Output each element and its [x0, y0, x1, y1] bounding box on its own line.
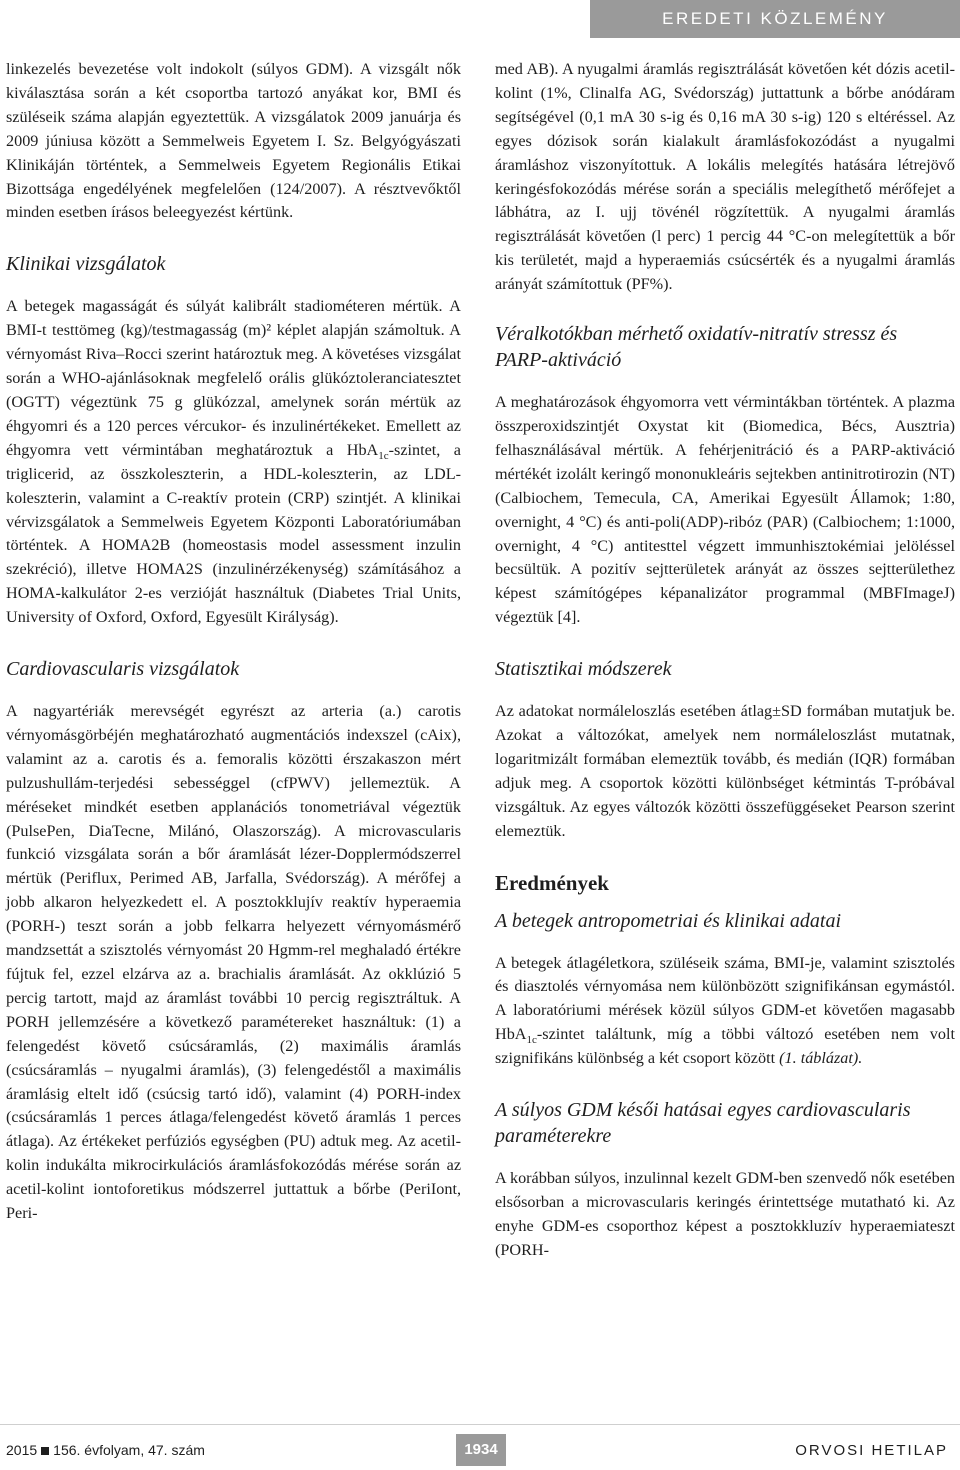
journal-name: ORVOSI HETILAP [795, 1442, 948, 1459]
paragraph-late-effects: A korábban súlyos, inzulinnal kezelt GDM-ben szenvedő nők esetében elsősorban a microvascularis keringés érintettsége mutatható ki. Az enyhe GDM-es csoporthoz képest a posztokkluzív hyperaemiateszt (PORH- [495, 1169, 955, 1259]
section-heading-cardiovascular: Cardiovascularis vizsgálatok [6, 658, 240, 681]
footer-divider [0, 1424, 960, 1425]
footer-year: 2015 [6, 1442, 38, 1458]
section-heading-results: Eredmények [495, 870, 609, 895]
left-column [6, 58, 461, 1226]
paragraph-cardiovascular-tests: A nagyartériák merevségét egyrészt az arteria (a.) carotis vérnyomásgörbéjén meghatározható augmentációs indexszel (cAix), valamint az a. carotis és a. femoralis közötti érszakaszon mért pulzushullám-terjedési sebességgel (cfPWV) jellemeztük. A méréseket mindkét esetben applanációs tonometriával végeztük (PulsePen, DiaTecne, Milánó, Olaszország). A microvascularis funkció vizsgálata során a bőr áramlását lézer-Dopplermódszerrel mértük (Periflux, Perimed AB, Jarfalla, Svédország). A mérőfej a jobb alkaron helyezkedett el. A posztokklujív reaktív hyperaemia (PORH-) teszt során a jobb felkarra helyezett vérnyomásmérő mandzsettát a szisztolés vérnyomást 20 Hgmm-rel meghaladó értékre fújtuk fel, ezzel elzárva az a. brachialis áramlását. Az okklúzió 5 percig tartott, majd az áramlást további 10 percig regisztráltuk. A PORH jellemzésére a következő paramétereket használtuk: (1) a felengedést követő csúcsáramlás, (2) maximális áramlás (csúcsáramlás – nyugalmi áramlás), (3) felengedéstől a maximális áramlásig eltelt idő (csúcsig tartó idő), valamint (4) PORH-index (csúcsáramlás 1 perces átlaga/felengedést követő áramlás 1 perces átlaga). Az értékeket perfúziós egységben (PU) adtuk meg. Az acetil-kolin indukálta mikrocirkulációs áramlásfokozódás mérése során az acetil-kolint iontoforetikus módszerrel juttattuk a bőrbe (PeriIont, Peri- [6, 702, 461, 1223]
subsection-heading-anthropometric: A betegek antropometriai és klinikai adatai [495, 909, 842, 932]
anthropometric-text-a: A betegek átlagéletkora, szüléseik száma, BMI-je, valamint szisztolés és diasztolés vérnyomása nem különbözött szignifikánsan egymástól. A laboratóriumi mérések közül súlyos GDM-et követően magasabb HbA [495, 953, 955, 1044]
paragraph-acetylcholine: med AB). A nyugalmi áramlás regisztrálását követően két dózis acetil-kolint (1%, Clinalfa AG, Svédország) juttattunk a bőrbe anódáram segítségével (0,1 mA 30 s-ig és 0,16 mA 30 s-ig) 120 s eltéréssel. Az egyes dózisok során kialakult áramlásfokozódást a nyugalmi áramláshoz viszonyítottuk. A lokális melegítés hatására létrejövő keringésfokozódás mérése során a speciális melegíthető mérőfejet a lábhátra, az I. ujj tövénél rögzítettük. A nyugalmi áramlás regisztrálását követően (l perc) 1 percig 44 °C-on melegítettük a bőr kis területét, majd a hyperaemiás csúcsérték és a nyugalmi áramlás arányát számítottuk (PF%). [495, 60, 955, 294]
hba1c-subscript: 1c [526, 1034, 537, 1047]
article-type-label: EREDETI KÖZLEMÉNY [662, 9, 888, 28]
paragraph-anthropometric [495, 952, 955, 1072]
hba1c-subscript: 1c [378, 450, 389, 463]
paragraph-oxidative-stress: A meghatározások éhgyomorra vett vérmintákban történtek. A plazma összperoxidszintjét Oxystat kit (Biomedica, Bécs, Ausztria) felhasználásával mértük. A fehérjenitráció és a PARP-aktiváció mértékét izolált keringő mononukleáris sejtekben antinitrotirozin (NT) (Calbiochem, Temecula, CA, Amerikai Egyesült Államok; 1:80, overnight, 4 °C) és anti-poli(ADP)-ribóz (PAR) (Calbiochem; 1:1000, overnight, 4 °C) antitesttel végzett immunhisztokémiai jelöléssel becsültük. A pozitív sejtterületek arányát az összes sejtterülethez képest számítógépes képanalizátor programmal (MBFImageJ) végeztük [4]. [495, 393, 955, 627]
paragraph-clinical-tests [6, 295, 461, 630]
page-footer [0, 1432, 960, 1470]
clinical-text-b: -szintet, a triglicerid, az összkoleszterin, a HDL-koleszterin, az LDL-koleszterin, valamint a C-reaktív protein (CRP) szintjét. A klinikai vérvizsgálatok a Semmelweis Egyetem Központi Laboratóriumában történtek. A HOMA2B (homeostasis model assessment inzulin szekréció), illetve HOMA2S (inzulinérzékenység) számításához a HOMA-kalkulátor 2-es verzióját használtuk (Diabetes Trial Units, University of Oxford, Oxford, Egyesült Királyság). [6, 440, 461, 627]
footer-issue: 156. évfolyam, 47. szám [53, 1442, 205, 1458]
section-heading-oxidative-stress: Véralkotókban mérhető oxidatív-nitratív stressz és PARP-aktiváció [495, 323, 898, 372]
subsection-heading-late-effects: A súlyos GDM késői hatásai egyes cardiovascularis paraméterekre [495, 1099, 911, 1148]
paragraph-patient-selection: linkezelés bevezetése volt indokolt (súlyos GDM). A vizsgált nők kiválasztása során a két csoportba tartozó anyákat kor, BMI és szüléseik száma alapján egyeztettük. A vizsgálatok 2009 januárja és 2009 júniusa között a Semmelweis Egyetem I. Sz. Belgyógyászati Klinikáján történtek, a Semmelweis Egyetem Regionális Etikai Bizottsága engedélyének megfelelően (124/2007). A résztvevőktől minden esetben írásos beleegyezést kértünk. [6, 60, 461, 222]
page-number: 1934 [456, 1434, 506, 1466]
header-band [0, 0, 960, 42]
section-heading-statistics: Statisztikai módszerek [495, 658, 672, 681]
table-reference[interactable]: (1. táblázat). [779, 1049, 863, 1068]
square-bullet-icon [41, 1447, 49, 1455]
paragraph-statistics: Az adatokat normáleloszlás esetében átlag±SD formában mutatjuk be. Azokat a változókat, amelyek nem normáleloszlást mutatnak, logaritmizált formában elemeztük tovább, és medián (IQR) formában adjuk meg. A csoportok közötti különbséget kétmintás T-próbával vizsgáltuk. Az egyes változók közötti összefüggéseket Pearson szerint elemeztük. [495, 702, 955, 840]
clinical-text-a: A betegek magasságát és súlyát kalibrált stadiométeren mértük. A BMI-t testtömeg (kg)/testmagasság (m)² képlet alapján számoltuk. A vérnyomást Riva–Rocci szerint határoztuk meg. A követéses vizsgálat során a WHO-ajánlásoknak megfelelő orális glükóztoleranciatesztet (OGTT) végeztünk 75 g glükózzal, amelynek során mértük az éhgyomri és a 120 perces vércukor- és inzulinértékeket. Emellett az éhgyomra vett vérmintában meghatároztuk a HbA [6, 297, 461, 459]
anthropometric-text-b: -szintet találtunk, míg a többi változó esetében nem volt szignifikáns különbség a két csoport között [495, 1025, 955, 1068]
section-heading-clinical: Klinikai vizsgálatok [6, 253, 166, 276]
footer-issue-info [6, 1442, 205, 1458]
right-column [495, 58, 955, 1263]
